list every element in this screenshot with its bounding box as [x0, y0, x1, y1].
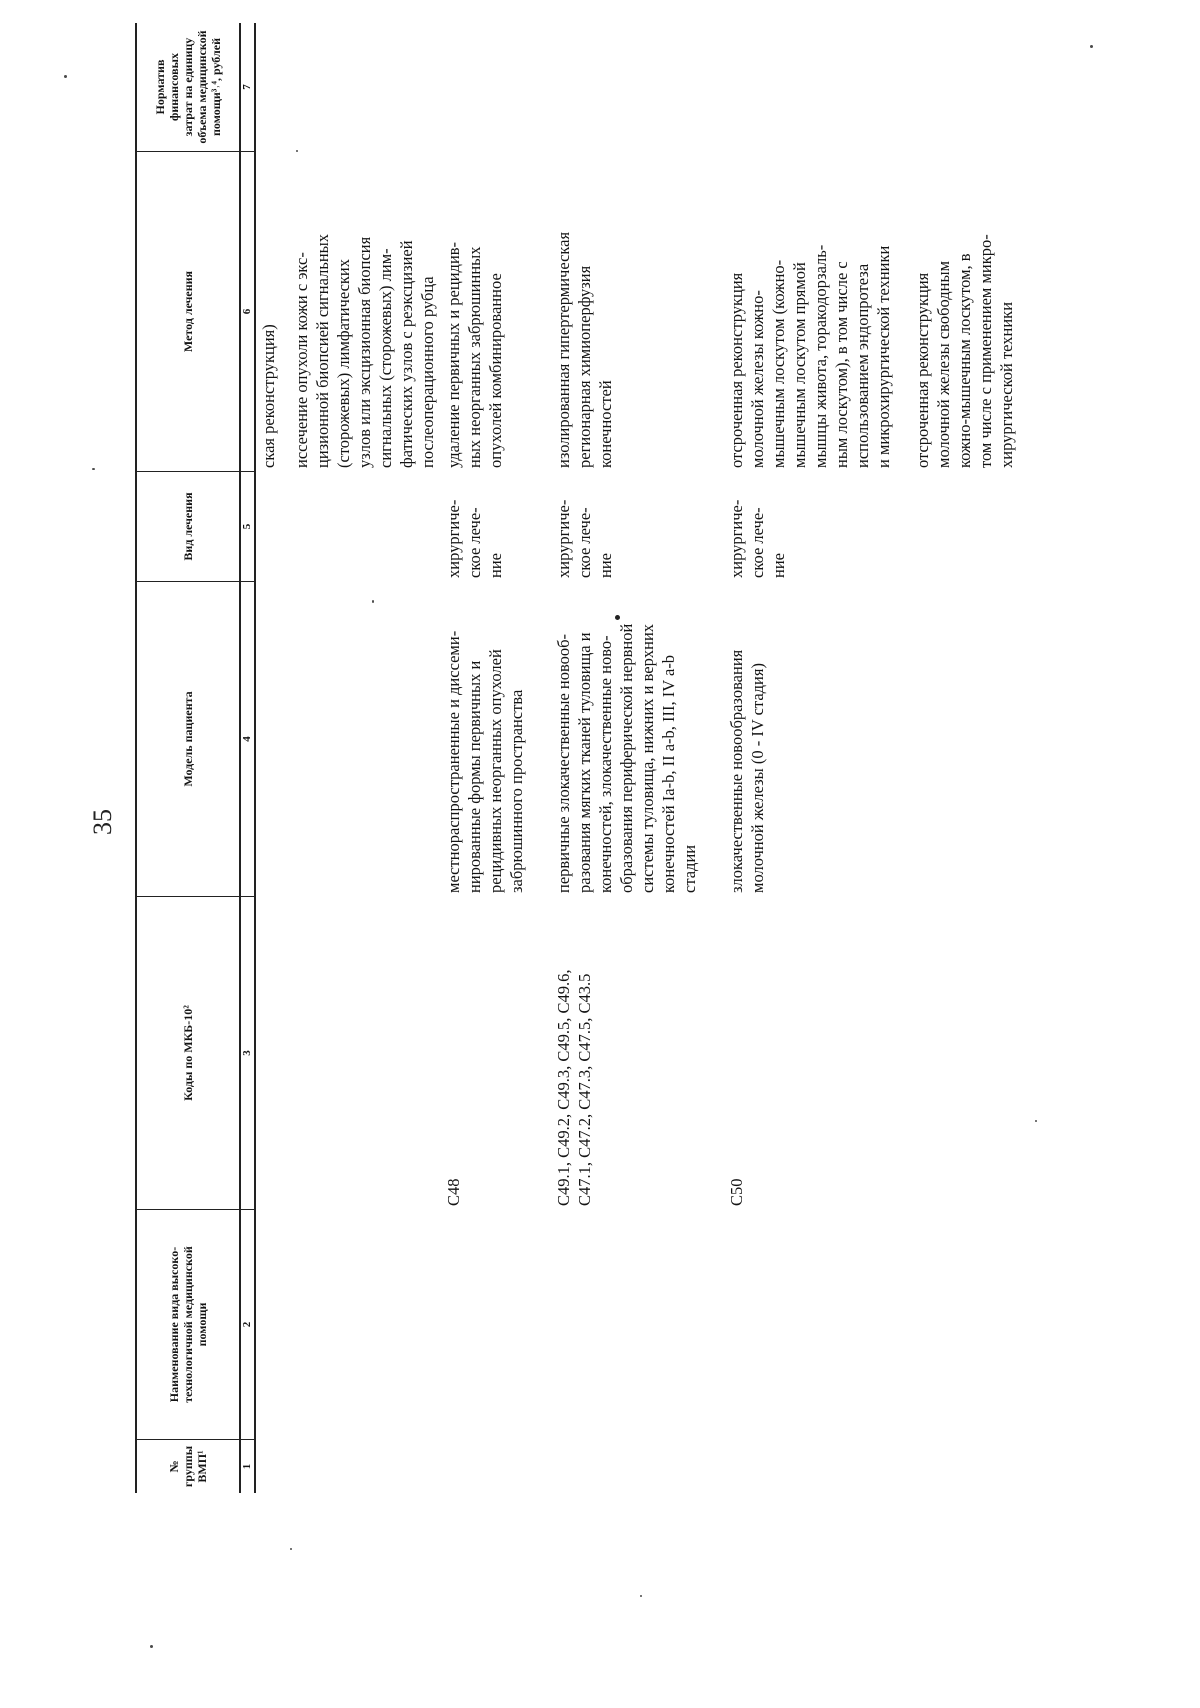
table-header-row: [135, 23, 241, 1493]
header-treatment-method: Метод лечения: [137, 152, 239, 472]
header-patient-model: Модель пациента: [137, 582, 239, 897]
rotated-page: [0, 8, 1200, 1708]
row-1-patient-model: местнораспространенные и диссеми- нированные формы первичных и рецидивных неорганных опухолей забрюшинного пространства: [444, 630, 526, 893]
column-number: 4: [241, 582, 254, 897]
row-0-method-0: иссечение опухоли кожи с экс- цизионной биопсией сигнальных (сторожевых) лимфатических узлов или эксцизионная биопсия сигнальных (сторожевых) лим- фатических узлов с реэксцизией послеоперационного рубца: [292, 233, 437, 468]
column-number: 2: [241, 1210, 254, 1440]
vmp-table: [135, 23, 1016, 1493]
row-3-icd-code: C50: [727, 1178, 746, 1206]
stray-mark: [615, 615, 620, 620]
row-3-treatment-type: хирургиче- ское лече- ние: [727, 499, 788, 578]
row-1-method-0: удаление первичных и рецидив- ных неорганных забрюшинных опухолей комбинированное: [444, 241, 505, 468]
column-number: 1: [241, 1463, 253, 1470]
row-3-patient-model: злокачественные новообразования молочной железы (0 - IV стадия): [727, 649, 767, 893]
method-continuation: ская реконструкция): [259, 324, 278, 468]
header-icd-codes: Коды по МКБ-10²: [137, 897, 239, 1210]
column-number: 7: [241, 23, 254, 152]
row-1-treatment-type: хирургиче- ское лече- ние: [444, 499, 505, 578]
header-vmp-name: Наименование вида высоко- технологичной медицинской помощи: [137, 1210, 239, 1440]
row-3-method-0: отсроченная реконструкция молочной железы кожно- мышечным лоскутом (кожно- мышечным лоскутом прямой мышцы живота, торакодорзаль- ным лоскутом), в том числе с использованием эндопротеза и микрохирургической техники: [727, 244, 893, 468]
header-treatment-type: Вид лечения: [137, 472, 239, 582]
row-2-method-0: изолированная гипертермическая регионарная химиоперфузия конечностей: [554, 231, 615, 468]
row-1-icd-code: C48: [444, 1178, 463, 1206]
row-2-icd-code: C49.1, C49.2, C49.3, C49.5, C49.6, C47.1, C47.2, C47.3, C47.5, C43.5: [554, 969, 594, 1206]
page-number: 35: [88, 809, 117, 835]
header-group-number: № группы ВМП¹: [167, 1445, 209, 1488]
header-cost-norm: Норматив финансовых затрат на единицу объема медицинской помощи³˒⁴, рублей: [137, 23, 239, 152]
column-number: 6: [241, 152, 254, 472]
row-3-method-1: отсроченная реконструкция молочной железы свободным кожно-мышечным лоскутом, в том числе с применением микро- хирургической техники: [913, 234, 1016, 468]
column-number: 5: [241, 472, 254, 582]
column-number: 3: [241, 897, 254, 1210]
row-2-patient-model: первичные злокачественные новооб- разования мягких тканей туловища и конечностей, злокачественные ново- образования периферической нервной системы туловища, нижних и верхних конечностей Ia-b, II a-b, III, IV a-b стадии: [554, 623, 699, 893]
column-number-row: [241, 23, 256, 1493]
row-2-treatment-type: хирургиче- ское лече- ние: [554, 499, 615, 578]
